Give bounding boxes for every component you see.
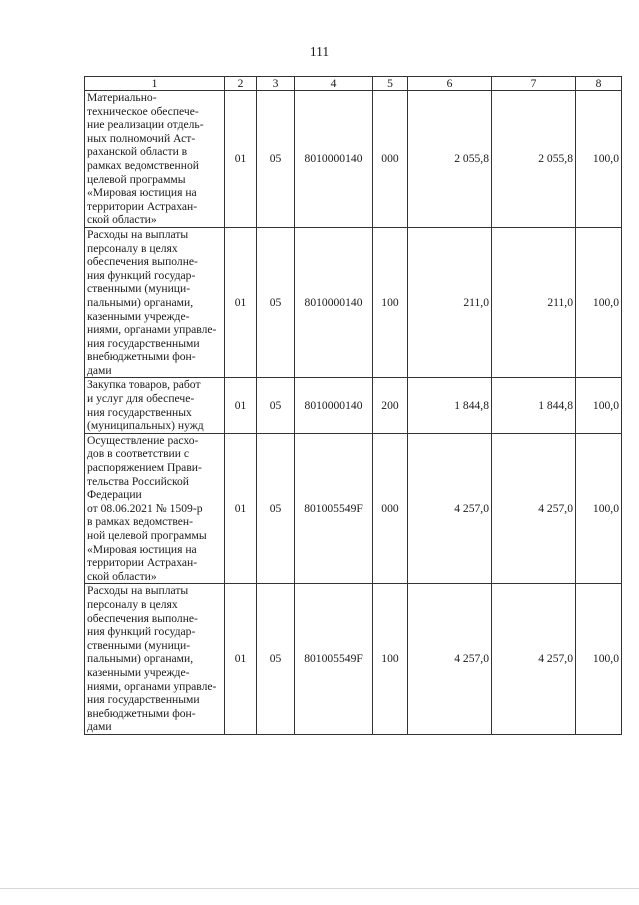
description-line: техническое обеспече-: [87, 104, 199, 118]
description-line: ниями, органами управле-: [87, 679, 217, 693]
column-header: 6: [408, 77, 492, 91]
row-description: [85, 433, 225, 584]
column-header: 3: [257, 77, 295, 91]
description-line: ния государственными: [87, 336, 200, 350]
execution-percent: 100,0: [576, 433, 622, 584]
column-header: 7: [492, 77, 576, 91]
description-line: «Мировая юстиция на: [87, 542, 197, 556]
executed-amount: 1 844,8: [492, 378, 576, 433]
target-article-code: 8010000140: [295, 91, 373, 228]
description-line: ниями, органами управле-: [87, 323, 217, 337]
subsection-code: 05: [257, 584, 295, 735]
description-line: от 08.06.2021 № 1509-р: [87, 501, 203, 515]
description-line: казенными учрежде-: [87, 665, 190, 679]
description-line: Закупка товаров, работ: [87, 378, 201, 392]
description-line: ния функций государ-: [87, 268, 196, 282]
column-header: 1: [85, 77, 225, 91]
description-line: обеспечения выполне-: [87, 611, 198, 625]
section-code: 01: [225, 227, 257, 378]
table-header-row: [85, 77, 622, 91]
planned-amount: 4 257,0: [408, 433, 492, 584]
planned-amount: 2 055,8: [408, 91, 492, 228]
description-line: дов в соответствии с: [87, 447, 189, 461]
description-line: ной целевой программы: [87, 529, 207, 542]
description-line: ской области»: [87, 569, 157, 583]
description-line: распоряжением Прави-: [87, 461, 202, 475]
column-header: 5: [373, 77, 408, 91]
description-line: ния государственных: [87, 405, 192, 419]
budget-table: [84, 76, 622, 735]
subsection-code: 05: [257, 433, 295, 584]
execution-percent: 100,0: [576, 378, 622, 433]
description-line: Расходы на выплаты: [87, 227, 189, 241]
description-line: и услуг для обеспече-: [87, 392, 195, 406]
section-code: 01: [225, 433, 257, 584]
column-header: 2: [225, 77, 257, 91]
executed-amount: 2 055,8: [492, 91, 576, 228]
target-article-code: 801005549F: [295, 433, 373, 584]
description-line: персоналу в целях: [87, 241, 178, 255]
description-line: казенными учрежде-: [87, 309, 190, 323]
description-line: ственными (муници-: [87, 638, 191, 652]
description-line: Осуществление расхо-: [87, 433, 199, 447]
description-line: внебюджетными фон-: [87, 350, 196, 364]
expense-type-code: 100: [373, 584, 408, 735]
description-line: ской области»: [87, 213, 157, 227]
planned-amount: 211,0: [408, 227, 492, 378]
scan-edge-line: [0, 888, 639, 889]
target-article-code: 8010000140: [295, 378, 373, 433]
subsection-code: 05: [257, 91, 295, 228]
column-header: 4: [295, 77, 373, 91]
execution-percent: 100,0: [576, 91, 622, 228]
description-line: обеспечения выполне-: [87, 255, 198, 269]
executed-amount: 4 257,0: [492, 584, 576, 735]
table-row: [85, 433, 622, 584]
section-code: 01: [225, 378, 257, 433]
executed-amount: 4 257,0: [492, 433, 576, 584]
description-line: территории Астрахан-: [87, 199, 198, 213]
description-line: дами: [87, 363, 112, 377]
row-description: [85, 227, 225, 378]
subsection-code: 05: [257, 378, 295, 433]
description-line: целевой программы: [87, 172, 186, 186]
description-line: пальными) органами,: [87, 295, 194, 309]
description-line: пальными) органами,: [87, 652, 194, 666]
execution-percent: 100,0: [576, 227, 622, 378]
table-row: [85, 378, 622, 433]
description-line: «Мировая юстиция на: [87, 186, 197, 200]
table-row: [85, 227, 622, 378]
expense-type-code: 000: [373, 91, 408, 228]
expense-type-code: 000: [373, 433, 408, 584]
description-line: Расходы на выплаты: [87, 584, 189, 598]
description-line: Федерации: [87, 488, 142, 502]
row-description: [85, 378, 225, 433]
description-line: Материально-: [87, 91, 157, 104]
description-line: дами: [87, 720, 112, 734]
row-description: [85, 584, 225, 735]
page-number: 111: [309, 44, 330, 59]
table-row: [85, 91, 622, 228]
row-description: [85, 91, 225, 228]
target-article-code: 8010000140: [295, 227, 373, 378]
table-row: [85, 584, 622, 735]
executed-amount: 211,0: [492, 227, 576, 378]
planned-amount: 4 257,0: [408, 584, 492, 735]
description-line: (муниципальных) нужд: [87, 419, 204, 433]
description-line: рамках ведомственной: [87, 158, 199, 172]
description-line: ния государственными: [87, 693, 200, 707]
description-line: ние реализации отдель-: [87, 118, 204, 132]
section-code: 01: [225, 91, 257, 228]
execution-percent: 100,0: [576, 584, 622, 735]
description-line: раханской области в: [87, 145, 188, 159]
description-line: территории Астрахан-: [87, 556, 198, 570]
description-line: в рамках ведомствен-: [87, 515, 193, 529]
expense-type-code: 200: [373, 378, 408, 433]
description-line: ственными (муници-: [87, 282, 191, 296]
section-code: 01: [225, 584, 257, 735]
target-article-code: 801005549F: [295, 584, 373, 735]
description-line: внебюджетными фон-: [87, 706, 196, 720]
description-line: тельства Российской: [87, 474, 189, 488]
expense-type-code: 100: [373, 227, 408, 378]
subsection-code: 05: [257, 227, 295, 378]
planned-amount: 1 844,8: [408, 378, 492, 433]
column-header: 8: [576, 77, 622, 91]
description-line: персоналу в целях: [87, 597, 178, 611]
description-line: ния функций государ-: [87, 625, 196, 639]
description-line: ных полномочий Аст-: [87, 131, 196, 145]
